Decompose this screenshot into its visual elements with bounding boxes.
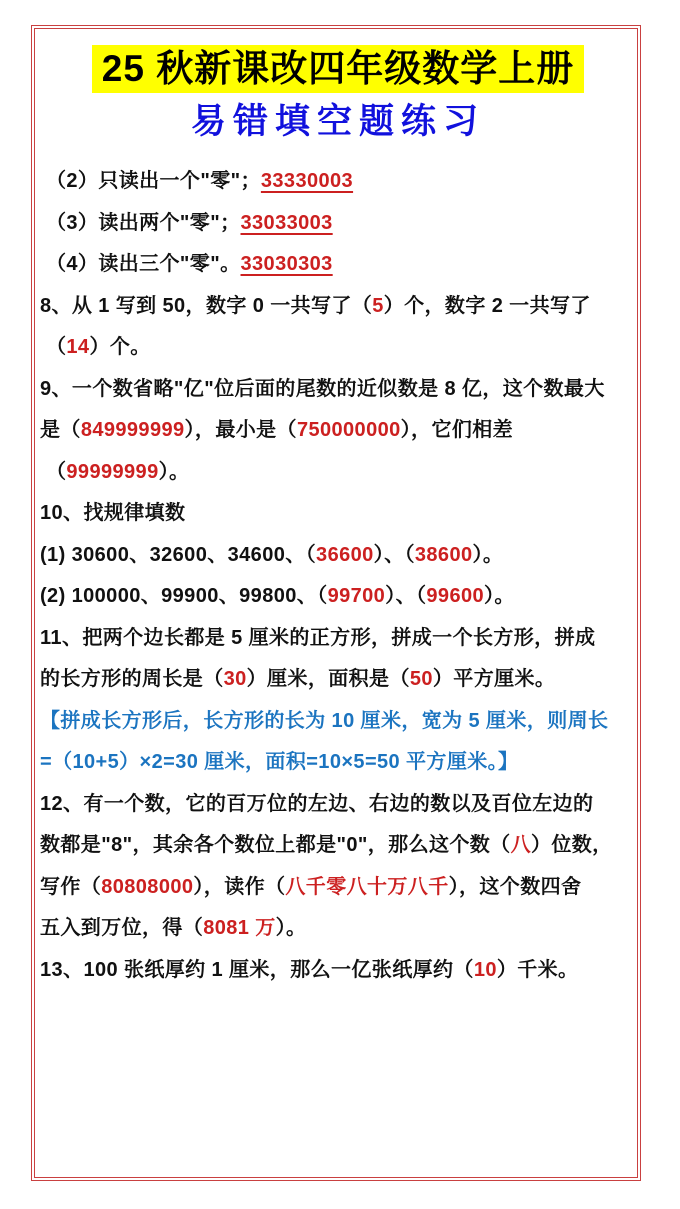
question-text: ）。 <box>158 460 190 483</box>
question-text: ）个，数字 2 一共写了 <box>383 294 591 317</box>
question-text: ）千米。 <box>496 958 579 981</box>
text-line <box>40 327 636 369</box>
text-line <box>40 452 636 494</box>
question-text: ）。 <box>484 585 515 607</box>
question-text: 数都是"8"，其余各个数位上都是"0"，那么这个数（ <box>40 834 511 856</box>
text-line <box>40 203 636 245</box>
question-text: ）平方厘米。 <box>432 668 556 690</box>
text-line <box>40 618 636 660</box>
text-line <box>40 742 636 784</box>
question-text: ），这个数四舍 <box>448 875 582 898</box>
answer-text: 八千零八十万八千 <box>285 875 449 898</box>
text-line <box>40 244 636 286</box>
page-title: 25 秋新课改四年级数学上册 <box>92 45 584 93</box>
question-text: 13、100 张纸厚约 1 厘米，那么一亿张纸厚约（ <box>40 958 474 981</box>
answer-text: 14 <box>66 336 90 358</box>
question-text: 12、有一个数，它的百万位的左边、右边的数以及百位左边的 <box>40 792 594 815</box>
title-row <box>40 45 636 93</box>
question-text: 8、从 1 写到 50，数字 0 一共写了（ <box>40 294 373 317</box>
answer-text: 99700 <box>327 585 386 607</box>
text-line <box>40 535 636 577</box>
subtitle-row <box>40 99 636 145</box>
answer-text: 33030303 <box>240 253 333 275</box>
answer-text: 30 <box>223 668 247 690</box>
text-line <box>40 950 636 992</box>
answer-text: 八 <box>510 834 531 856</box>
text-line <box>40 825 636 867</box>
question-text: （ <box>46 460 67 483</box>
question-text: (2) 100000、99900、99800、（ <box>40 585 328 607</box>
text-line <box>40 493 636 535</box>
question-text: 10、找规律填数 <box>40 502 186 524</box>
answer-text: 5 <box>372 294 384 317</box>
text-line <box>40 908 636 950</box>
question-text: （3）读出两个"零"； <box>46 211 241 234</box>
explanation-text: =（10+5）×2=30 厘米，面积=10×5=50 平方厘米。】 <box>40 751 519 773</box>
question-text: 写作（ <box>40 875 102 898</box>
answer-text: 750000000 <box>296 419 401 441</box>
question-text: ）位数， <box>530 834 613 856</box>
question-text: ），读作（ <box>193 875 286 898</box>
question-text: 9、一个数省略"亿"位后面的尾数的近似数是 8 亿，这个数最大 <box>40 377 605 400</box>
text-line <box>40 867 636 909</box>
question-text: ）。 <box>275 917 307 939</box>
answer-text: 10 <box>473 958 497 981</box>
answer-text: 36600 <box>316 543 374 566</box>
text-line <box>40 369 636 411</box>
text-line <box>40 410 636 452</box>
answer-text: 99999999 <box>66 460 159 483</box>
answer-text: 38600 <box>414 543 473 566</box>
text-line <box>40 784 636 826</box>
question-text: ）厘米，面积是（ <box>246 668 410 690</box>
answer-text: 33330003 <box>260 170 354 192</box>
question-text: ），它们相差 <box>400 419 514 441</box>
answer-text: 50 <box>409 668 433 690</box>
answer-text: 99600 <box>426 585 485 607</box>
question-text: ）个。 <box>89 336 151 358</box>
page-subtitle: 易错填空题练习 <box>190 102 485 141</box>
question-text: 是（ <box>40 419 81 441</box>
question-text: ）、（ <box>373 543 415 566</box>
explanation-text: 【拼成长方形后，长方形的长为 10 厘米，宽为 5 厘米，则周长 <box>40 709 609 732</box>
question-text: （4）读出三个"零"。 <box>46 253 241 275</box>
page-content <box>40 45 636 991</box>
question-text: 11、把两个边长都是 5 厘米的正方形，拼成一个长方形，拼成 <box>40 626 596 649</box>
question-text: ）、（ <box>385 585 427 607</box>
text-line <box>40 659 636 701</box>
question-text: 五入到万位，得（ <box>40 917 204 939</box>
question-text: (1) 30600、32600、34600、（ <box>40 543 317 566</box>
text-line <box>40 161 636 203</box>
question-text: （ <box>46 336 67 358</box>
question-text: ）。 <box>472 543 504 566</box>
question-text: ），最小是（ <box>184 419 297 441</box>
question-text: （2）只读出一个"零"； <box>46 170 261 192</box>
answer-text: 8081 万 <box>203 917 276 939</box>
answer-text: 80808000 <box>101 875 194 898</box>
answer-text: 33033003 <box>240 211 333 234</box>
question-text: 的长方形的周长是（ <box>40 668 224 690</box>
answer-text: 849999999 <box>80 419 185 441</box>
worksheet-body <box>40 161 636 991</box>
text-line <box>40 286 636 328</box>
text-line <box>40 701 636 743</box>
text-line <box>40 576 636 618</box>
